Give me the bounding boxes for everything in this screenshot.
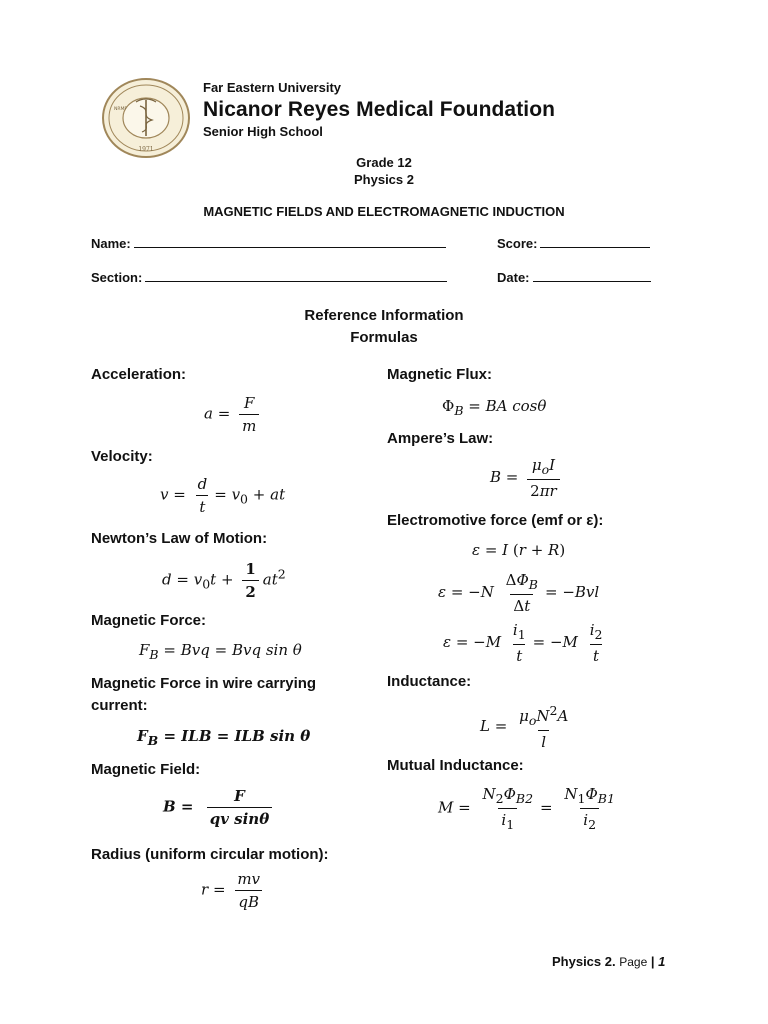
magnetic-field-heading: Magnetic Field:	[91, 761, 201, 778]
newton-heading: Newton’s Law of Motion:	[91, 530, 268, 547]
topic-title: MAGNETIC FIELDS AND ELECTROMAGNETIC INDUCTION	[203, 204, 565, 219]
formulas-subtitle: Formulas	[350, 329, 418, 346]
magnetic-force-heading: Magnetic Force:	[91, 612, 207, 629]
subject-label: Physics 2	[354, 172, 414, 187]
newton-formula: $d = v_0t$ + $\frac{1}{2}$ $at^2$	[162, 560, 286, 601]
magnetic-flux-formula: $\Phi_B$ = BA cosθ	[442, 397, 547, 418]
school-name: Senior High School	[203, 124, 323, 139]
section-line[interactable]	[145, 270, 447, 282]
university-name: Far Eastern University	[203, 80, 342, 95]
page-footer	[552, 954, 665, 969]
emf-formula-2: ε = −N $\frac{\Delta\Phi_B}{\Delta t}$ = −Bvl	[438, 571, 600, 615]
magnetic-force-wire-heading-line2: current:	[91, 697, 148, 714]
section-label: Section:	[91, 270, 143, 285]
ampere-formula: B = $\frac{\mu_oI}{2\pi r}$	[490, 456, 564, 500]
svg-text:1971: 1971	[138, 146, 154, 153]
section-field[interactable]	[91, 270, 447, 285]
ampere-heading: Ampere’s Law:	[387, 430, 494, 447]
date-line[interactable]	[533, 270, 651, 282]
magnetic-force-wire-heading-line1: Magnetic Force in wire carrying	[91, 675, 317, 692]
page-number: 1	[658, 954, 666, 969]
date-field[interactable]	[497, 270, 651, 285]
date-label: Date:	[497, 270, 530, 285]
magnetic-force-wire-formula: $F_B$ = ILB = ILB sin θ	[137, 727, 311, 748]
emf-formula-3: ε = −M $\frac{i_1}{t}$ = −M $\frac{i_2}{t}$	[443, 621, 603, 665]
acceleration-formula: a = $\frac{F}{m}$	[204, 394, 263, 435]
school-seal-logo	[102, 78, 190, 158]
mutual-inductance-heading: Mutual Inductance:	[387, 757, 524, 774]
magnetic-field-formula: B = $\frac{F}{\text{qv sinθ}}$	[163, 787, 276, 828]
footer-separator: |	[650, 954, 655, 969]
velocity-formula: v = $\frac{d}{t}$ = $v_0$ + at	[160, 475, 286, 516]
grade-label: Grade 12	[356, 155, 412, 170]
inductance-heading: Inductance:	[387, 673, 472, 690]
velocity-heading: Velocity:	[91, 448, 153, 465]
inductance-formula: L = $\frac{\mu_oN^2A}{l}$	[480, 703, 569, 751]
reference-title: Reference Information	[304, 307, 464, 324]
name-line[interactable]	[134, 236, 446, 248]
score-label: Score:	[497, 236, 538, 251]
emf-heading: Electromotive force (emf or ε):	[387, 512, 604, 529]
svg-text:NRMF: NRMF	[114, 107, 127, 112]
emf-formula-1: ε = I (r + R)	[472, 541, 566, 559]
radius-heading: Radius (uniform circular motion):	[91, 846, 329, 863]
name-label: Name:	[91, 236, 131, 251]
institution-name: Nicanor Reyes Medical Foundation	[203, 98, 556, 121]
score-field[interactable]	[497, 236, 650, 251]
name-field[interactable]	[91, 236, 446, 251]
footer-page-word: Page	[619, 955, 648, 969]
magnetic-force-formula: $F_B$ = Bvq = Bvq sin θ	[139, 641, 302, 662]
magnetic-flux-heading: Magnetic Flux:	[387, 366, 493, 383]
acceleration-heading: Acceleration:	[91, 366, 187, 383]
score-line[interactable]	[540, 236, 650, 248]
mutual-inductance-formula: M = $\frac{N_2\Phi_{B2}}{i_1}$ = $\frac{N_1\Phi_{B1}}{i_2}$	[438, 785, 615, 832]
footer-label: Physics 2.	[552, 954, 616, 969]
radius-formula: r = $\frac{mv}{qB}$	[201, 870, 261, 911]
